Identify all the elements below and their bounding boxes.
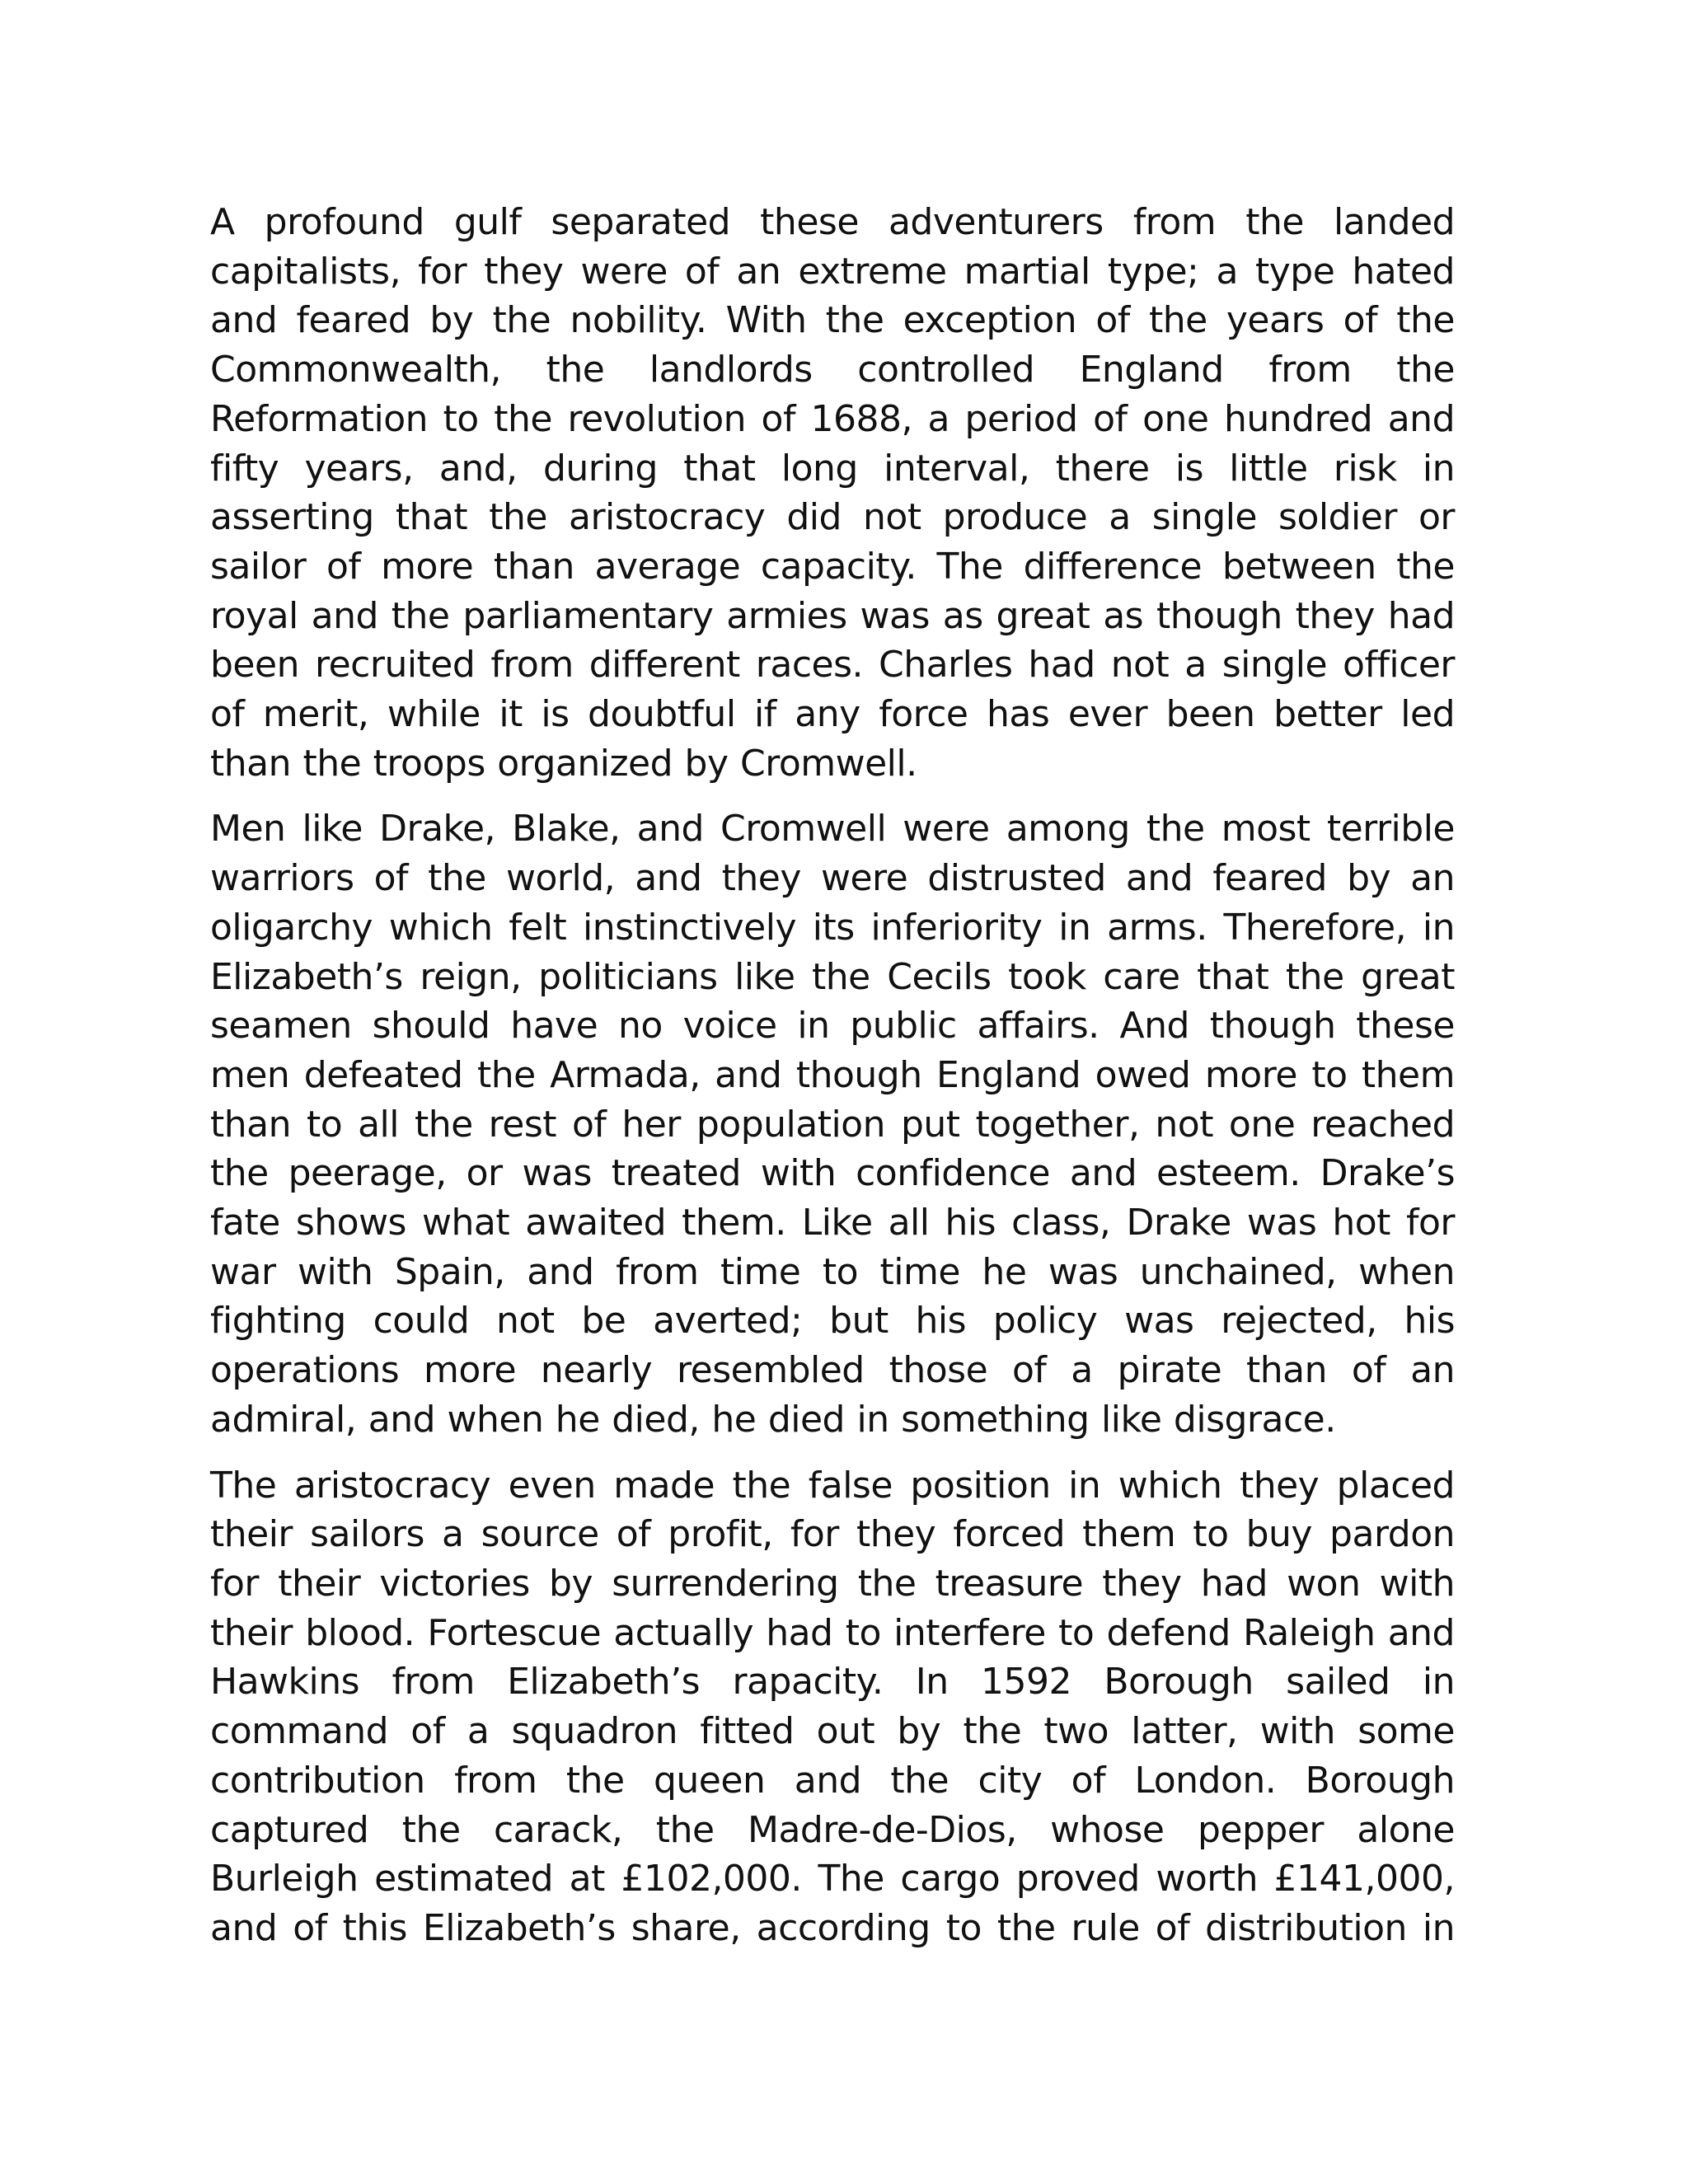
- text-line: admiral, and when he died, he died in something like disgrace.: [210, 1398, 1336, 1441]
- text-line: their sailors a source of profit, for they forced them to buy pardon: [210, 1513, 1455, 1556]
- text-line: their blood. Fortescue actually had to interfere to defend Raleigh and: [210, 1611, 1455, 1654]
- text-line: Burleigh estimated at £102,000. The cargo proved worth £141,000,: [210, 1858, 1455, 1900]
- text-line: war with Spain, and from time to time he was unchained, when: [210, 1250, 1455, 1293]
- text-line: royal and the parliamentary armies was as great as though they had: [210, 594, 1455, 637]
- text-line: fifty years, and, during that long interval, there is little risk in: [210, 447, 1455, 490]
- text-line: fighting could not be averted; but his policy was rejected, his: [210, 1300, 1455, 1343]
- text-line: Elizabeth’s reign, politicians like the Cecils took care that the great: [210, 955, 1455, 998]
- text-line: A profound gulf separated these adventurers from the landed: [210, 201, 1455, 243]
- text-line: Commonwealth, the landlords controlled England from the: [210, 349, 1455, 391]
- text-line: command of a squadron fitted out by the two latter, with some: [210, 1710, 1455, 1753]
- text-line: fate shows what awaited them. Like all his class, Drake was hot for: [210, 1202, 1455, 1244]
- text-line: the peerage, or was treated with confidence and esteem. Drake’s: [210, 1152, 1455, 1195]
- text-line: sailor of more than average capacity. The difference between the: [210, 545, 1455, 588]
- text-line: operations more nearly resembled those of a pirate than of an: [210, 1349, 1455, 1392]
- paragraph-3: [210, 1461, 1455, 1953]
- text-line: oligarchy which felt instinctively its inferiority in arms. Therefore, in: [210, 906, 1455, 949]
- text-line: and of this Elizabeth’s share, according to the rule of distribution in: [210, 1906, 1455, 1949]
- text-line: men defeated the Armada, and though England owed more to them: [210, 1053, 1455, 1096]
- text-line: capitalists, for they were of an extreme martial type; a type hated: [210, 250, 1455, 293]
- text-line: than the troops organized by Cromwell.: [210, 742, 917, 785]
- text-line: of merit, while it is doubtful if any force has ever been better led: [210, 693, 1455, 736]
- paragraph-1: [210, 198, 1455, 788]
- text-line: and feared by the nobility. With the exception of the years of the: [210, 299, 1455, 342]
- text-line: Men like Drake, Blake, and Cromwell were among the most terrible: [210, 808, 1455, 851]
- text-line: contribution from the queen and the city of London. Borough: [210, 1759, 1455, 1802]
- paragraph-2: [210, 804, 1455, 1444]
- text-line: warriors of the world, and they were distrusted and feared by an: [210, 857, 1455, 900]
- text-line: for their victories by surrendering the treasure they had won with: [210, 1562, 1455, 1605]
- text-line: captured the carack, the Madre-de-Dios, whose pepper alone: [210, 1808, 1455, 1851]
- body-text: [210, 198, 1455, 1970]
- text-line: asserting that the aristocracy did not produce a single soldier or: [210, 496, 1455, 539]
- text-line: than to all the rest of her population put together, not one reached: [210, 1103, 1455, 1146]
- text-line: Reformation to the revolution of 1688, a period of one hundred and: [210, 397, 1455, 440]
- text-line: The aristocracy even made the false position in which they placed: [210, 1464, 1455, 1507]
- text-line: seamen should have no voice in public affairs. And though these: [210, 1005, 1455, 1047]
- text-line: been recruited from different races. Charles had not a single officer: [210, 644, 1455, 687]
- text-line: Hawkins from Elizabeth’s rapacity. In 1592 Borough sailed in: [210, 1661, 1455, 1704]
